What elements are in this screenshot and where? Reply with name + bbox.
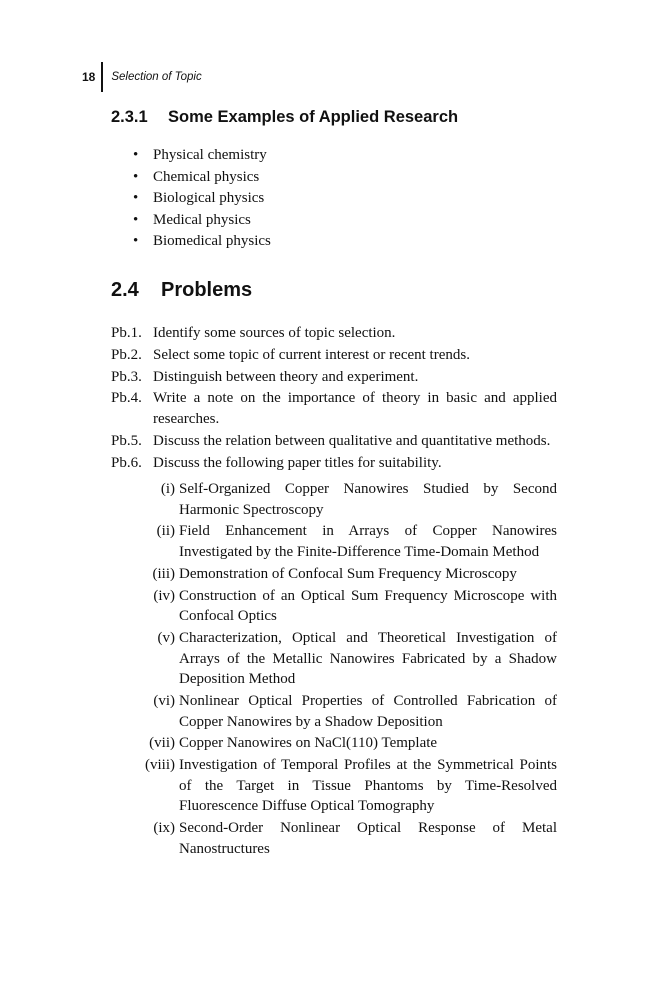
- roman-numeral: (v): [157, 630, 175, 646]
- bullet-icon: •: [133, 190, 139, 207]
- section-24-heading: [111, 279, 252, 302]
- paper-title-text: Construction of an Optical Sum Frequency Microscope with Confocal Optics: [179, 587, 557, 625]
- problem-item: [111, 323, 557, 344]
- roman-numeral: (iv): [153, 587, 175, 604]
- paper-titles-list: [111, 479, 557, 859]
- bullet-icon: •: [133, 147, 139, 163]
- problem-label: Pb.4.: [111, 390, 142, 407]
- problem-item: [111, 431, 557, 452]
- paper-title-item: [111, 691, 557, 732]
- problem-text: Identify some sources of topic selection.: [153, 325, 396, 341]
- paper-title-item: [111, 479, 557, 520]
- section-24-number: 2.4: [111, 279, 139, 301]
- problems-list: [111, 323, 557, 860]
- problem-text: Write a note on the importance of theory in basic and applied researches.: [153, 390, 557, 427]
- list-item: • Biomedical physics: [133, 231, 271, 253]
- roman-numeral: (vii): [149, 735, 175, 752]
- roman-numeral: (i): [160, 481, 175, 498]
- section-24-title: Problems: [161, 279, 253, 301]
- paper-title-item: [111, 628, 557, 690]
- bullet-icon: •: [133, 211, 139, 228]
- problem-item: [111, 388, 557, 429]
- bullet-icon: •: [133, 168, 139, 185]
- running-title: Selection of Topic: [111, 71, 202, 83]
- problem-item: [111, 453, 557, 474]
- list-item: • Medical physics: [133, 210, 271, 232]
- section-231-title: Some Examples of Applied Research: [168, 108, 459, 126]
- roman-numeral: (iii): [152, 565, 175, 582]
- page-number: 18: [82, 70, 96, 84]
- roman-numeral: (ii): [156, 523, 175, 540]
- running-head: [82, 62, 202, 92]
- roman-numeral: (ix): [153, 820, 175, 837]
- roman-numeral: (vi): [153, 692, 175, 709]
- paper-title-item: [111, 564, 557, 585]
- problem-text: Discuss the relation between qualitative and quantitative methods.: [153, 432, 551, 449]
- section-231-heading: [111, 108, 458, 127]
- problem-text: Discuss the following paper titles for suitability.: [153, 454, 442, 471]
- paper-title-text: Characterization, Optical and Theoretical Investigation of Arrays of the Metallic Nanowires Fabricated by a Shadow Deposition Method: [179, 630, 557, 688]
- paper-title-item: [111, 586, 557, 627]
- paper-title-item: [111, 818, 557, 859]
- paper-title-text: Demonstration of Confocal Sum Frequency Microscopy: [179, 565, 517, 582]
- problem-label: Pb.5.: [111, 432, 142, 449]
- problem-label: Pb.1.: [111, 325, 142, 341]
- paper-title-text: Field Enhancement in Arrays of Copper Nanowires Investigated by the Finite-Difference Time-Domain Method: [179, 523, 557, 561]
- paper-title-text: Copper Nanowires on NaCl(110) Template: [179, 735, 438, 752]
- applied-research-list: [133, 145, 271, 253]
- paper-title-item: [111, 733, 557, 754]
- paper-title-item: [111, 521, 557, 562]
- paper-title-text: Second-Order Nonlinear Optical Response of Metal Nanostructures: [179, 820, 557, 857]
- problem-label: Pb.2.: [111, 346, 142, 363]
- list-item: • Chemical physics: [133, 167, 271, 189]
- paper-title-text: Self-Organized Copper Nanowires Studied by Second Harmonic Spectroscopy: [179, 481, 557, 518]
- paper-title-text: Nonlinear Optical Properties of Controlled Fabrication of Copper Nanowires by a Shadow Deposition: [179, 692, 557, 730]
- paper-title-text: Investigation of Temporal Profiles at the Symmetrical Points of the Target in Tissue Phantoms by Time-Resolved Fluorescence Diffuse Optical Tomography: [179, 757, 557, 815]
- problem-text: Distinguish between theory and experiment.: [153, 368, 419, 385]
- list-item: • Biological physics: [133, 188, 271, 210]
- paper-title-item: [111, 755, 557, 817]
- section-231-number: 2.3.1: [111, 108, 148, 126]
- roman-numeral: (viii): [145, 757, 175, 774]
- problem-label: Pb.6.: [111, 454, 142, 471]
- problem-item: [111, 367, 557, 388]
- problem-item: [111, 345, 557, 366]
- problem-label: Pb.3.: [111, 368, 142, 385]
- bullet-icon: •: [133, 233, 139, 250]
- list-item: • Physical chemistry: [133, 145, 271, 167]
- problem-text: Select some topic of current interest or recent trends.: [153, 346, 470, 363]
